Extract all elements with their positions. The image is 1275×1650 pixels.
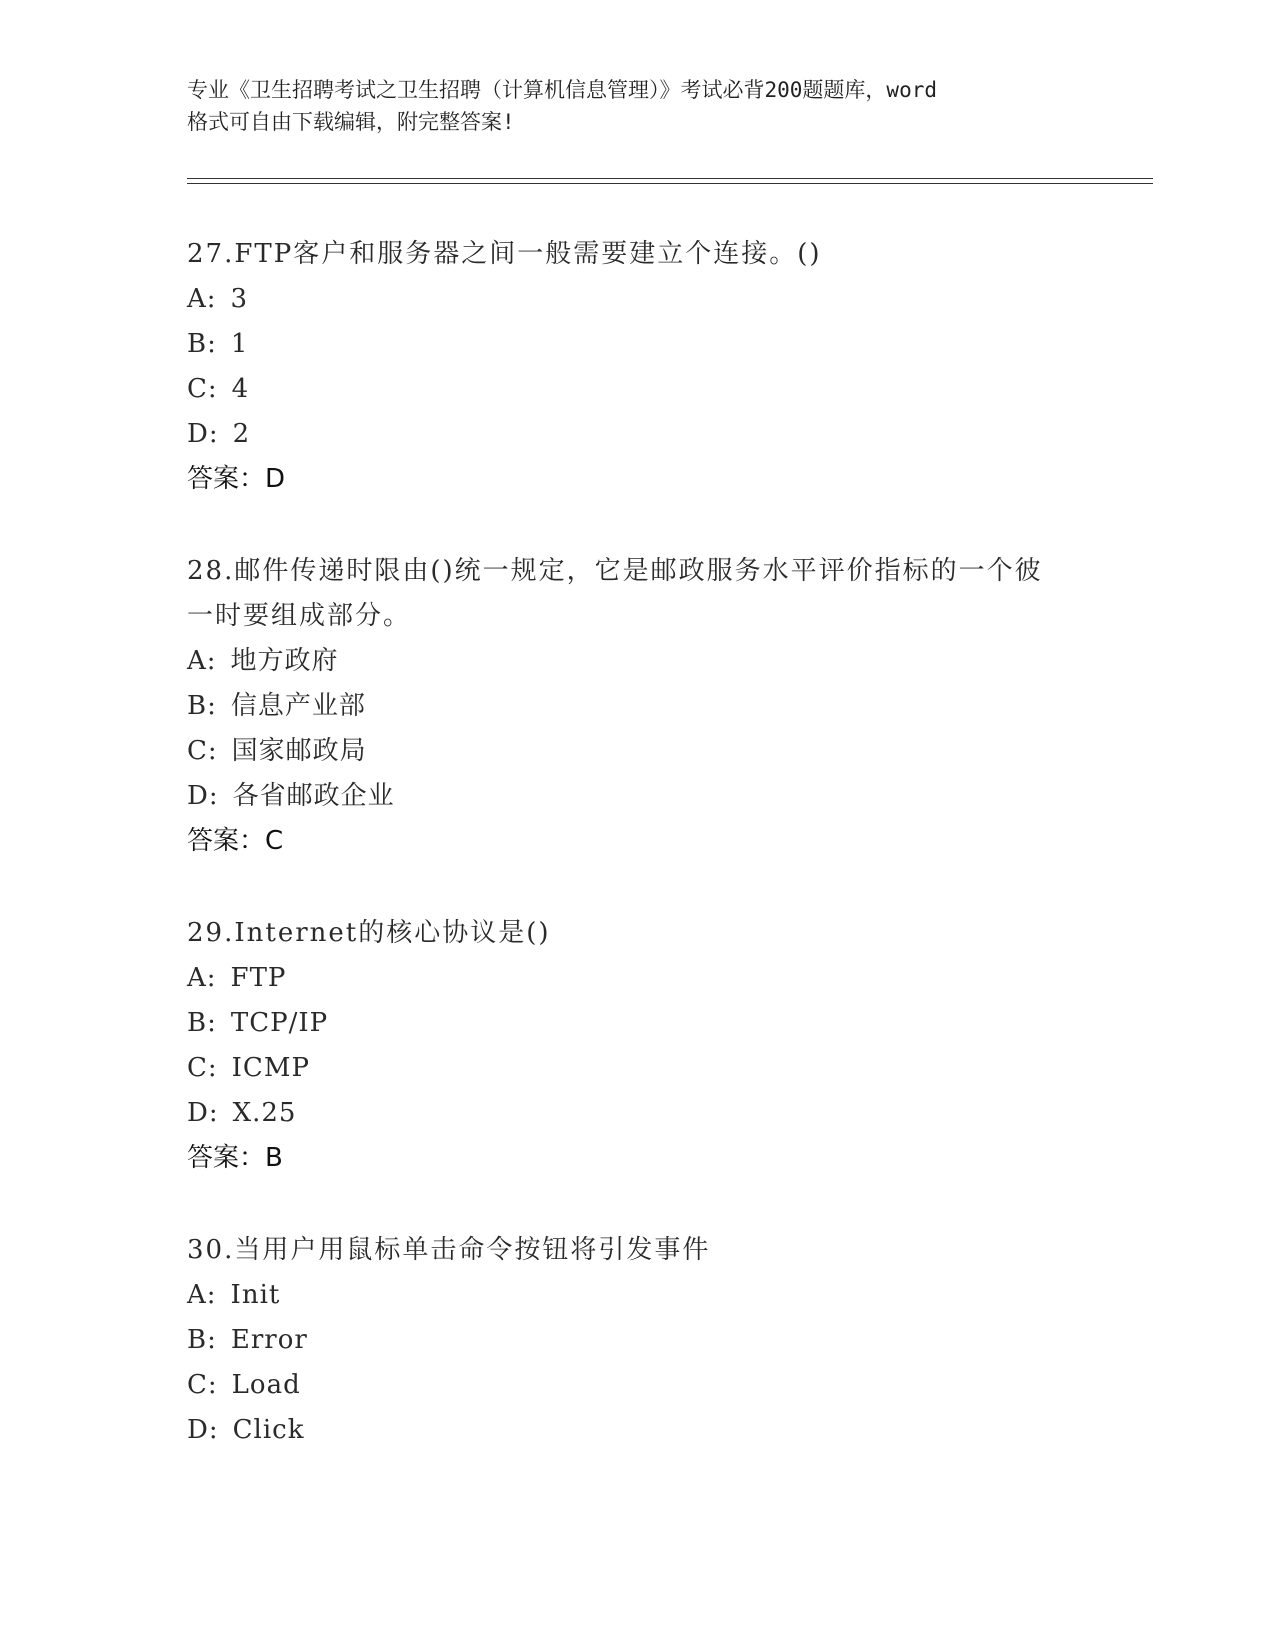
option-letter: D: xyxy=(187,1415,219,1445)
option-a xyxy=(187,277,1087,322)
option-letter: A: xyxy=(187,284,217,314)
option-text: X.25 xyxy=(232,1098,297,1128)
answer-line: 答案：D xyxy=(187,464,286,494)
option-text: 1 xyxy=(230,329,249,359)
option-text: 地方政府 xyxy=(230,646,339,676)
question-stem-continued: 一时要组成部分。 xyxy=(187,601,412,631)
question-stem: 28.邮件传递时限由()统一规定，它是邮政服务水平评价指标的一个彼 xyxy=(187,556,1043,586)
option-text: 国家邮政局 xyxy=(231,736,367,766)
header-divider xyxy=(187,178,1153,184)
option-text: Click xyxy=(232,1415,305,1445)
option-text: TCP/IP xyxy=(230,1008,329,1038)
option-letter: B: xyxy=(187,329,217,359)
option-text: Error xyxy=(230,1325,308,1355)
answer-line: 答案：B xyxy=(187,1143,283,1173)
header-line-2: 格式可自由下载编辑，附完整答案! xyxy=(187,110,515,134)
option-text: Load xyxy=(231,1370,301,1400)
question-list xyxy=(187,232,1087,1500)
option-letter: A: xyxy=(187,646,217,676)
option-c xyxy=(187,729,1087,774)
header-line-1: 专业《卫生招聘考试之卫生招聘（计算机信息管理）》考试必背200题题库，word xyxy=(187,78,937,102)
option-letter: C: xyxy=(187,1370,218,1400)
option-d xyxy=(187,1091,1087,1136)
option-text: 4 xyxy=(231,374,250,404)
question-stem: 29.Internet的核心协议是() xyxy=(187,918,551,948)
option-c xyxy=(187,367,1087,412)
option-letter: A: xyxy=(187,1280,217,1310)
question-30 xyxy=(187,1228,1087,1453)
option-letter: B: xyxy=(187,691,217,721)
option-c xyxy=(187,1363,1087,1408)
question-stem: 27.FTP客户和服务器之间一般需要建立个连接。() xyxy=(187,239,822,269)
option-text: 各省邮政企业 xyxy=(232,781,395,811)
question-stem: 30.当用户用鼠标单击命令按钮将引发事件 xyxy=(187,1235,711,1265)
question-29 xyxy=(187,911,1087,1181)
answer-line: 答案：C xyxy=(187,826,284,856)
option-d xyxy=(187,774,1087,819)
option-text: Init xyxy=(230,1280,281,1310)
question-27 xyxy=(187,232,1087,502)
document-header xyxy=(187,74,1087,138)
option-letter: B: xyxy=(187,1008,217,1038)
option-b xyxy=(187,322,1087,367)
option-b xyxy=(187,1318,1087,1363)
option-text: 3 xyxy=(230,284,249,314)
option-letter: D: xyxy=(187,419,219,449)
option-letter: D: xyxy=(187,1098,219,1128)
option-a xyxy=(187,956,1087,1001)
option-text: ICMP xyxy=(231,1053,310,1083)
option-text: FTP xyxy=(230,963,287,993)
option-letter: C: xyxy=(187,374,218,404)
question-28 xyxy=(187,549,1087,864)
option-d xyxy=(187,1408,1087,1453)
option-b xyxy=(187,684,1087,729)
option-d xyxy=(187,412,1087,457)
option-b xyxy=(187,1001,1087,1046)
option-text: 信息产业部 xyxy=(230,691,366,721)
option-c xyxy=(187,1046,1087,1091)
option-a xyxy=(187,639,1087,684)
option-letter: A: xyxy=(187,963,217,993)
option-a xyxy=(187,1273,1087,1318)
option-letter: C: xyxy=(187,736,218,766)
option-letter: D: xyxy=(187,781,219,811)
option-text: 2 xyxy=(232,419,251,449)
option-letter: C: xyxy=(187,1053,218,1083)
option-letter: B: xyxy=(187,1325,217,1355)
